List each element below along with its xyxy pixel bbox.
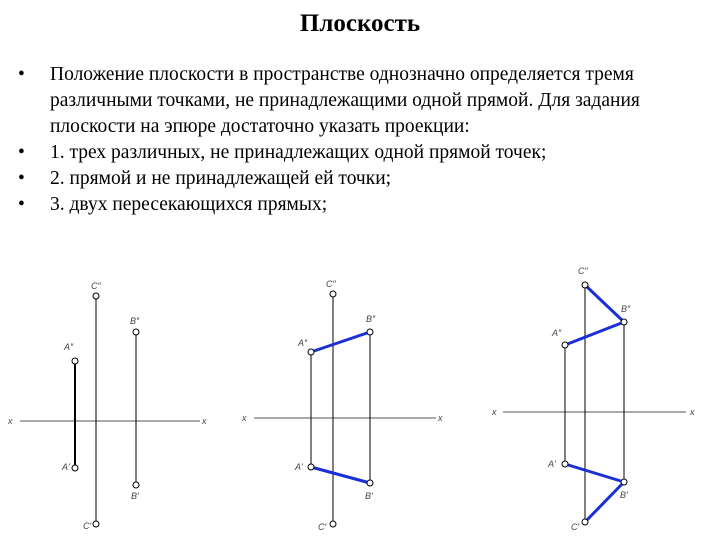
bullet-text: 1. трех различных, не принадлежащих одной прямой точек; [50, 142, 547, 163]
label-b1: B′ [620, 490, 628, 500]
point-c1 [330, 521, 336, 527]
label-a1: A′ [548, 459, 556, 469]
bullet-dot: • [18, 142, 25, 163]
line-ab-horizontal [565, 464, 624, 482]
slide-title: Плоскость [299, 10, 421, 37]
point-b1 [621, 479, 627, 485]
axis-label-left: x [8, 416, 13, 426]
label-c2: C″ [326, 279, 336, 289]
point-c2 [582, 282, 588, 288]
bullet-text: Положение плоскости в пространстве однозначно определяется тремя различными точками, не принадлежащими одной прямой. Для задания плоскости на эпюре достаточно указать проекции: [50, 64, 640, 137]
bullet-dot: • [18, 194, 25, 215]
label-b2: B″ [621, 304, 631, 314]
point-a1 [72, 465, 78, 471]
label-c1: C′ [83, 521, 92, 531]
label-a1: A′ [62, 462, 70, 472]
label-b1: B′ [365, 491, 373, 501]
axis-label-right: x [202, 416, 207, 426]
label-b2: B″ [130, 316, 140, 326]
axis-label-left: x [492, 407, 497, 417]
label-a2: A″ [552, 328, 562, 338]
figure-intersecting-lines [491, 266, 695, 532]
line-cb-frontal [585, 285, 624, 322]
bullet-dot: • [18, 64, 25, 85]
point-b1 [367, 480, 373, 486]
line-ab-frontal [565, 322, 624, 345]
axis-label-left: x [242, 413, 247, 423]
point-a2 [308, 349, 314, 355]
point-c2 [93, 293, 99, 299]
axis-label-right: x [438, 413, 443, 423]
point-c2 [330, 291, 336, 297]
point-a1 [308, 464, 314, 470]
label-c1: C′ [571, 522, 580, 532]
label-c1: C′ [318, 522, 327, 532]
point-a2 [72, 358, 78, 364]
label-b2: B″ [366, 314, 376, 324]
point-c1 [93, 521, 99, 527]
axis-label-right: x [690, 407, 695, 417]
line-bc-horizontal [585, 482, 624, 522]
figure-line-and-point [241, 279, 443, 532]
point-a2 [562, 342, 568, 348]
line-ab-horizontal [311, 467, 370, 483]
point-b2 [367, 329, 373, 335]
line-ab-frontal [311, 332, 370, 352]
label-a2: A″ [64, 342, 74, 352]
label-c2: C″ [578, 266, 588, 276]
label-a2: A″ [298, 338, 308, 348]
label-c2: C″ [91, 281, 101, 291]
point-c1 [582, 519, 588, 525]
point-b2 [621, 319, 627, 325]
point-b1 [133, 482, 139, 488]
bullet-dot: • [18, 168, 25, 189]
figure-three-points [7, 281, 207, 531]
bullet-text: 3. двух пересекающихся прямых; [50, 194, 328, 215]
point-b2 [133, 329, 139, 335]
bullet-text: 2. прямой и не принадлежащей ей точки; [50, 168, 392, 189]
label-b1: B′ [131, 491, 139, 501]
point-a1 [562, 461, 568, 467]
label-a1: A′ [295, 462, 303, 472]
